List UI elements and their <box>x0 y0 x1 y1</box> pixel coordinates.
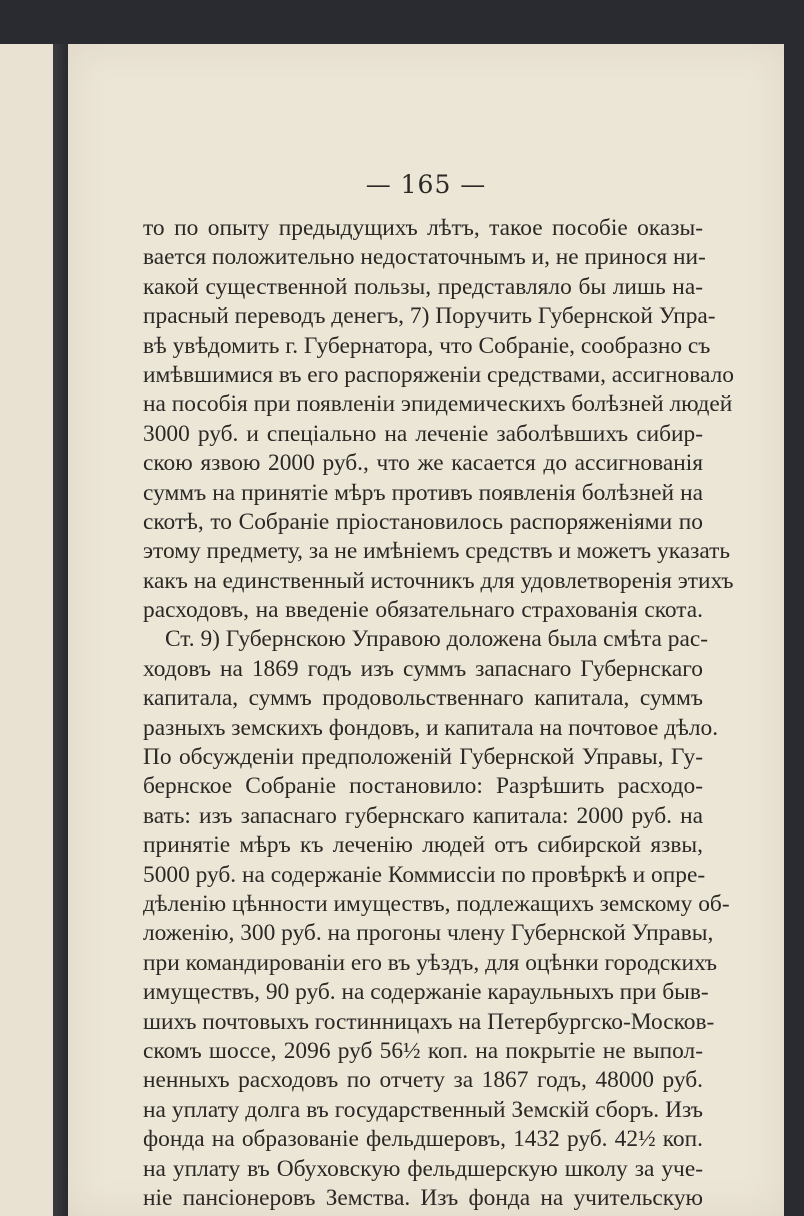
text-line: имуществъ, 90 руб. на содержаніе караульныхъ при быв- <box>143 979 709 1006</box>
text-line: скою язвою 2000 руб., что же касается до ассигнованія <box>143 450 703 477</box>
text-line: ненныхъ расходовъ по отчету за 1867 годъ, 48000 руб. <box>143 1067 703 1094</box>
text-line: прасный переводъ денегъ, 7) Поручить Губернской Упра- <box>143 303 716 330</box>
text-line: скомъ шоссе, 2096 руб 56½ коп. на покрытіе не выпол- <box>143 1037 703 1064</box>
text-line: при командированіи его въ уѣздъ, для оцѣнки городскихъ <box>143 949 717 976</box>
text-line: ніе пансіонеровъ Земства. Изъ фонда на учительскую <box>143 1184 703 1211</box>
text-line: вается положительно недостаточнымъ и, не принося ни- <box>143 244 706 271</box>
body-text <box>143 214 734 1213</box>
text-line: то по опыту предыдущихъ лѣтъ, такое пособіе оказы- <box>143 215 703 241</box>
text-line: Ст. 9) Губернскою Управою доложена была смѣта рас- <box>165 626 709 653</box>
text-line: вать: изъ запаснаго губернскаго капитала: 2000 руб. на <box>143 802 703 829</box>
text-line: имѣвшимися въ его распоряженіи средствами, ассигновало <box>143 361 734 388</box>
book-page <box>68 44 784 1216</box>
text-line: фонда на образованіе фельдшеровъ, 1432 руб. 42½ коп. <box>143 1126 703 1153</box>
text-line: этому предмету, за не имѣніемъ средствъ и можетъ указать <box>143 538 730 565</box>
text-line: По обсужденіи предположеній Губернской Управы, Гу- <box>143 744 703 771</box>
text-line: вѣ увѣдомить г. Губернатора, что Собраніе, сообразно съ <box>143 332 711 359</box>
text-line: ходовъ на 1869 годъ изъ суммъ запаснаго Губернскаго <box>143 655 703 682</box>
scan-background <box>784 44 804 1216</box>
text-line: какъ на единственный источникъ для удовлетворенія этихъ <box>143 567 734 594</box>
text-line: разныхъ земскихъ фондовъ, и капитала на почтовое дѣло. <box>143 714 719 741</box>
text-line: на уплату долга въ государственный Земскій сборъ. Изъ <box>143 1096 703 1123</box>
text-line: на пособія при появленіи эпидемическихъ болѣзней людей <box>143 391 733 418</box>
text-line: бернское Собраніе постановило: Разрѣшить расходо- <box>143 773 703 800</box>
text-line: дѣленію цѣнности имуществъ, подлежащихъ земскому об- <box>143 890 730 917</box>
text-line: скотѣ, то Собраніе пріостановилось распоряженіями по <box>143 508 703 535</box>
text-line: на уплату въ Обуховскую фельдшерскую школу за уче- <box>143 1155 703 1182</box>
gutter <box>53 44 67 1216</box>
text-line: расходовъ, на введеніе обязательнаго страхованія скота. <box>143 597 703 624</box>
page-number: — 165 — <box>365 170 487 199</box>
left-page-edge <box>0 44 54 1216</box>
text-line: суммъ на принятіе мѣръ противъ появленія болѣзней на <box>143 479 703 506</box>
text-line: 3000 руб. и спеціально на леченіе заболѣвшихъ сибир- <box>143 420 703 447</box>
text-line: капитала, суммъ продовольственнаго капитала, суммъ <box>143 685 703 712</box>
text-line: ложенію, 300 руб. на прогоны члену Губернской Управы, <box>143 920 714 947</box>
text-line: 5000 руб. на содержаніе Коммиссіи по провѣркѣ и опре- <box>143 861 706 888</box>
text-line: принятіе мѣръ къ леченію людей отъ сибирской язвы, <box>143 832 703 859</box>
text-line: шихъ почтовыхъ гостинницахъ на Петербургско-Москов- <box>143 1008 715 1035</box>
text-line: какой существенной пользы, представляло бы лишь на- <box>143 273 703 300</box>
